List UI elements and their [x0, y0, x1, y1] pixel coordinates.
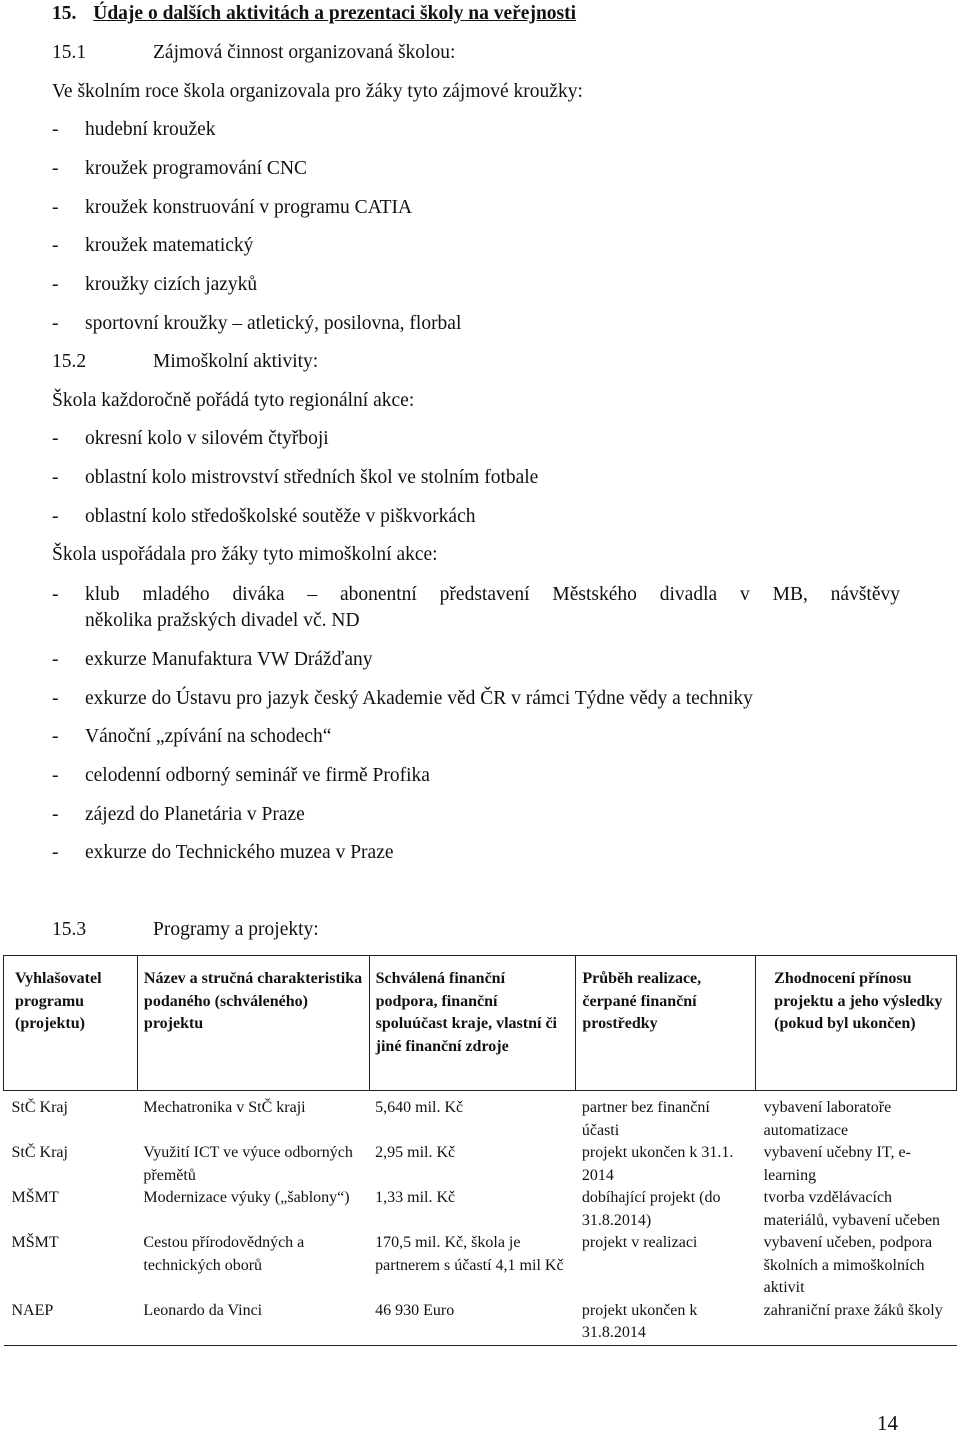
bullet-dash: - [52, 804, 59, 825]
page-number: 14 [877, 1411, 898, 1435]
list-item: okresní kolo v silovém čtyřboji [85, 428, 329, 449]
bullet-dash: - [52, 726, 59, 747]
table-cell: projekt ukončen k 31.8.2014 [581, 1301, 698, 1341]
list-item: exkurze do Technického muzea v Praze [85, 842, 394, 863]
projects-table [3, 955, 957, 1346]
list-item: zájezd do Planetária v Praze [85, 804, 305, 825]
table-cell: Leonardo da Vinci [143, 1301, 263, 1319]
bullet-dash: - [52, 274, 59, 295]
table-row [4, 1187, 957, 1232]
subsection-title-15-1 [52, 41, 455, 65]
bullet-dash: - [52, 197, 59, 218]
table-cell: projekt ukončen k 31.1. 2014 [581, 1144, 734, 1184]
subsection-title-15-2 [52, 350, 318, 374]
table-row [4, 1232, 957, 1300]
table-cell: MŠMT [11, 1234, 59, 1251]
paragraph: Škola uspořádala pro žáky tyto mimoškolní akce: [52, 544, 438, 565]
table-cell: dobíhající projekt (do 31.8.2014) [581, 1189, 721, 1229]
table-header-cell: Název a stručná charakteristika podaného (schváleného) projektu [137, 956, 369, 1091]
table-cell: 170,5 mil. Kč, škola je partnerem s účastí 4,1 mil Kč [375, 1234, 564, 1274]
section-heading [52, 2, 576, 26]
subsection-number: 15.1 [52, 42, 87, 63]
list-item: exkurze do Ústavu pro jazyk český Akademie věd ČR v rámci Týdne vědy a techniky [85, 688, 753, 709]
table-header-row [4, 956, 957, 1091]
subsection-text: Mimoškolní aktivity: [153, 351, 319, 372]
heading-number: 15. [52, 3, 77, 24]
list-item-long-line-1: klub mladého diváka – abonentní představení Městského divadla v MB, návštěvy [85, 584, 900, 605]
list-item: exkurze Manufaktura VW Drážďany [85, 649, 373, 670]
subsection-text: Programy a projekty: [153, 919, 319, 940]
table-cell: Cestou přírodovědných a technických oborů [143, 1234, 305, 1274]
table-cell: 46 930 Euro [375, 1301, 455, 1319]
list-item: oblastní kolo mistrovství středních škol ve stolním fotbale [85, 467, 539, 488]
table-cell: StČ Kraj [11, 1099, 68, 1116]
table-cell: 5,640 mil. Kč [375, 1099, 464, 1116]
table-cell: partner bez finanční účasti [581, 1099, 710, 1139]
bullet-dash: - [52, 467, 59, 488]
bullet-dash: - [52, 158, 59, 179]
list-item: kroužek programování CNC [85, 158, 308, 179]
list-item: oblastní kolo středoškolské soutěže v piškvorkách [85, 506, 476, 527]
list-item-long-line-2: několika pražských divadel vč. ND [85, 610, 360, 631]
table-cell: projekt v realizaci [581, 1234, 698, 1251]
subsection-number: 15.3 [52, 919, 87, 940]
list-item: kroužek matematický [85, 235, 254, 256]
heading-text: Údaje o dalších aktivitách a prezentaci školy na veřejnosti [93, 3, 577, 24]
paragraph: Škola každoročně pořádá tyto regionální akce: [52, 390, 415, 411]
table-cell: zahraniční praxe žáků školy [763, 1301, 943, 1319]
table-cell: vybavení učebny IT, e-learning [763, 1144, 911, 1184]
list-item: kroužek konstruování v programu CATIA [85, 197, 413, 218]
table-header-cell: Schválená finanční podpora, finanční spoluúčast kraje, vlastní či jiné finanční zdroje [369, 956, 576, 1091]
table-row [4, 1091, 957, 1143]
table-cell: vybavení laboratoře automatizace [763, 1099, 892, 1139]
bullet-dash: - [52, 428, 59, 449]
table-header-cell: Průběh realizace, čerpané finanční prostředky [576, 956, 756, 1091]
subsection-title-15-3 [52, 918, 319, 942]
list-item: hudební kroužek [85, 119, 216, 140]
bullet-dash: - [52, 506, 59, 527]
subsection-number: 15.2 [52, 351, 87, 372]
table-cell: 2,95 mil. Kč [375, 1144, 456, 1161]
table-cell: Využití ICT ve výuce odborných přemětů [143, 1144, 353, 1184]
bullet-dash: - [52, 688, 59, 709]
subsection-text: Zájmová činnost organizovaná školou: [153, 42, 456, 63]
bullet-dash: - [52, 119, 59, 140]
paragraph: Ve školním roce škola organizovala pro žáky tyto zájmové kroužky: [52, 81, 583, 102]
bullet-dash: - [52, 765, 59, 786]
list-item: Vánoční „zpívání na schodech“ [85, 726, 332, 747]
table-cell: StČ Kraj [11, 1144, 68, 1161]
list-item: celodenní odborný seminář ve firmě Profika [85, 765, 430, 786]
list-item: sportovní kroužky – atletický, posilovna, florbal [85, 313, 462, 334]
table-cell: Modernizace výuky („šablony“) [143, 1189, 350, 1206]
table-row [4, 1300, 957, 1346]
bullet-dash: - [52, 235, 59, 256]
bullet-dash: - [52, 584, 59, 605]
bullet-dash: - [52, 313, 59, 334]
table-cell: tvorba vzdělávacích materiálů, vybavení učeben [763, 1189, 941, 1229]
table-header-cell: Zhodnocení přínosu projektu a jeho výsledky (pokud byl ukončen) [756, 956, 957, 1091]
table-cell: MŠMT [11, 1189, 59, 1206]
bullet-dash: - [52, 649, 59, 670]
table-row [4, 1142, 957, 1187]
table-cell: 1,33 mil. Kč [375, 1189, 456, 1206]
table-cell: Mechatronika v StČ kraji [143, 1099, 306, 1116]
table-cell: vybavení učeben, podpora školních a mimoškolních aktivit [763, 1234, 933, 1296]
table-cell: NAEP [11, 1301, 54, 1319]
table-header-cell: Vyhlašovatel programu (projektu) [4, 956, 138, 1091]
bullet-dash: - [52, 842, 59, 863]
list-item: kroužky cizích jazyků [85, 274, 258, 295]
